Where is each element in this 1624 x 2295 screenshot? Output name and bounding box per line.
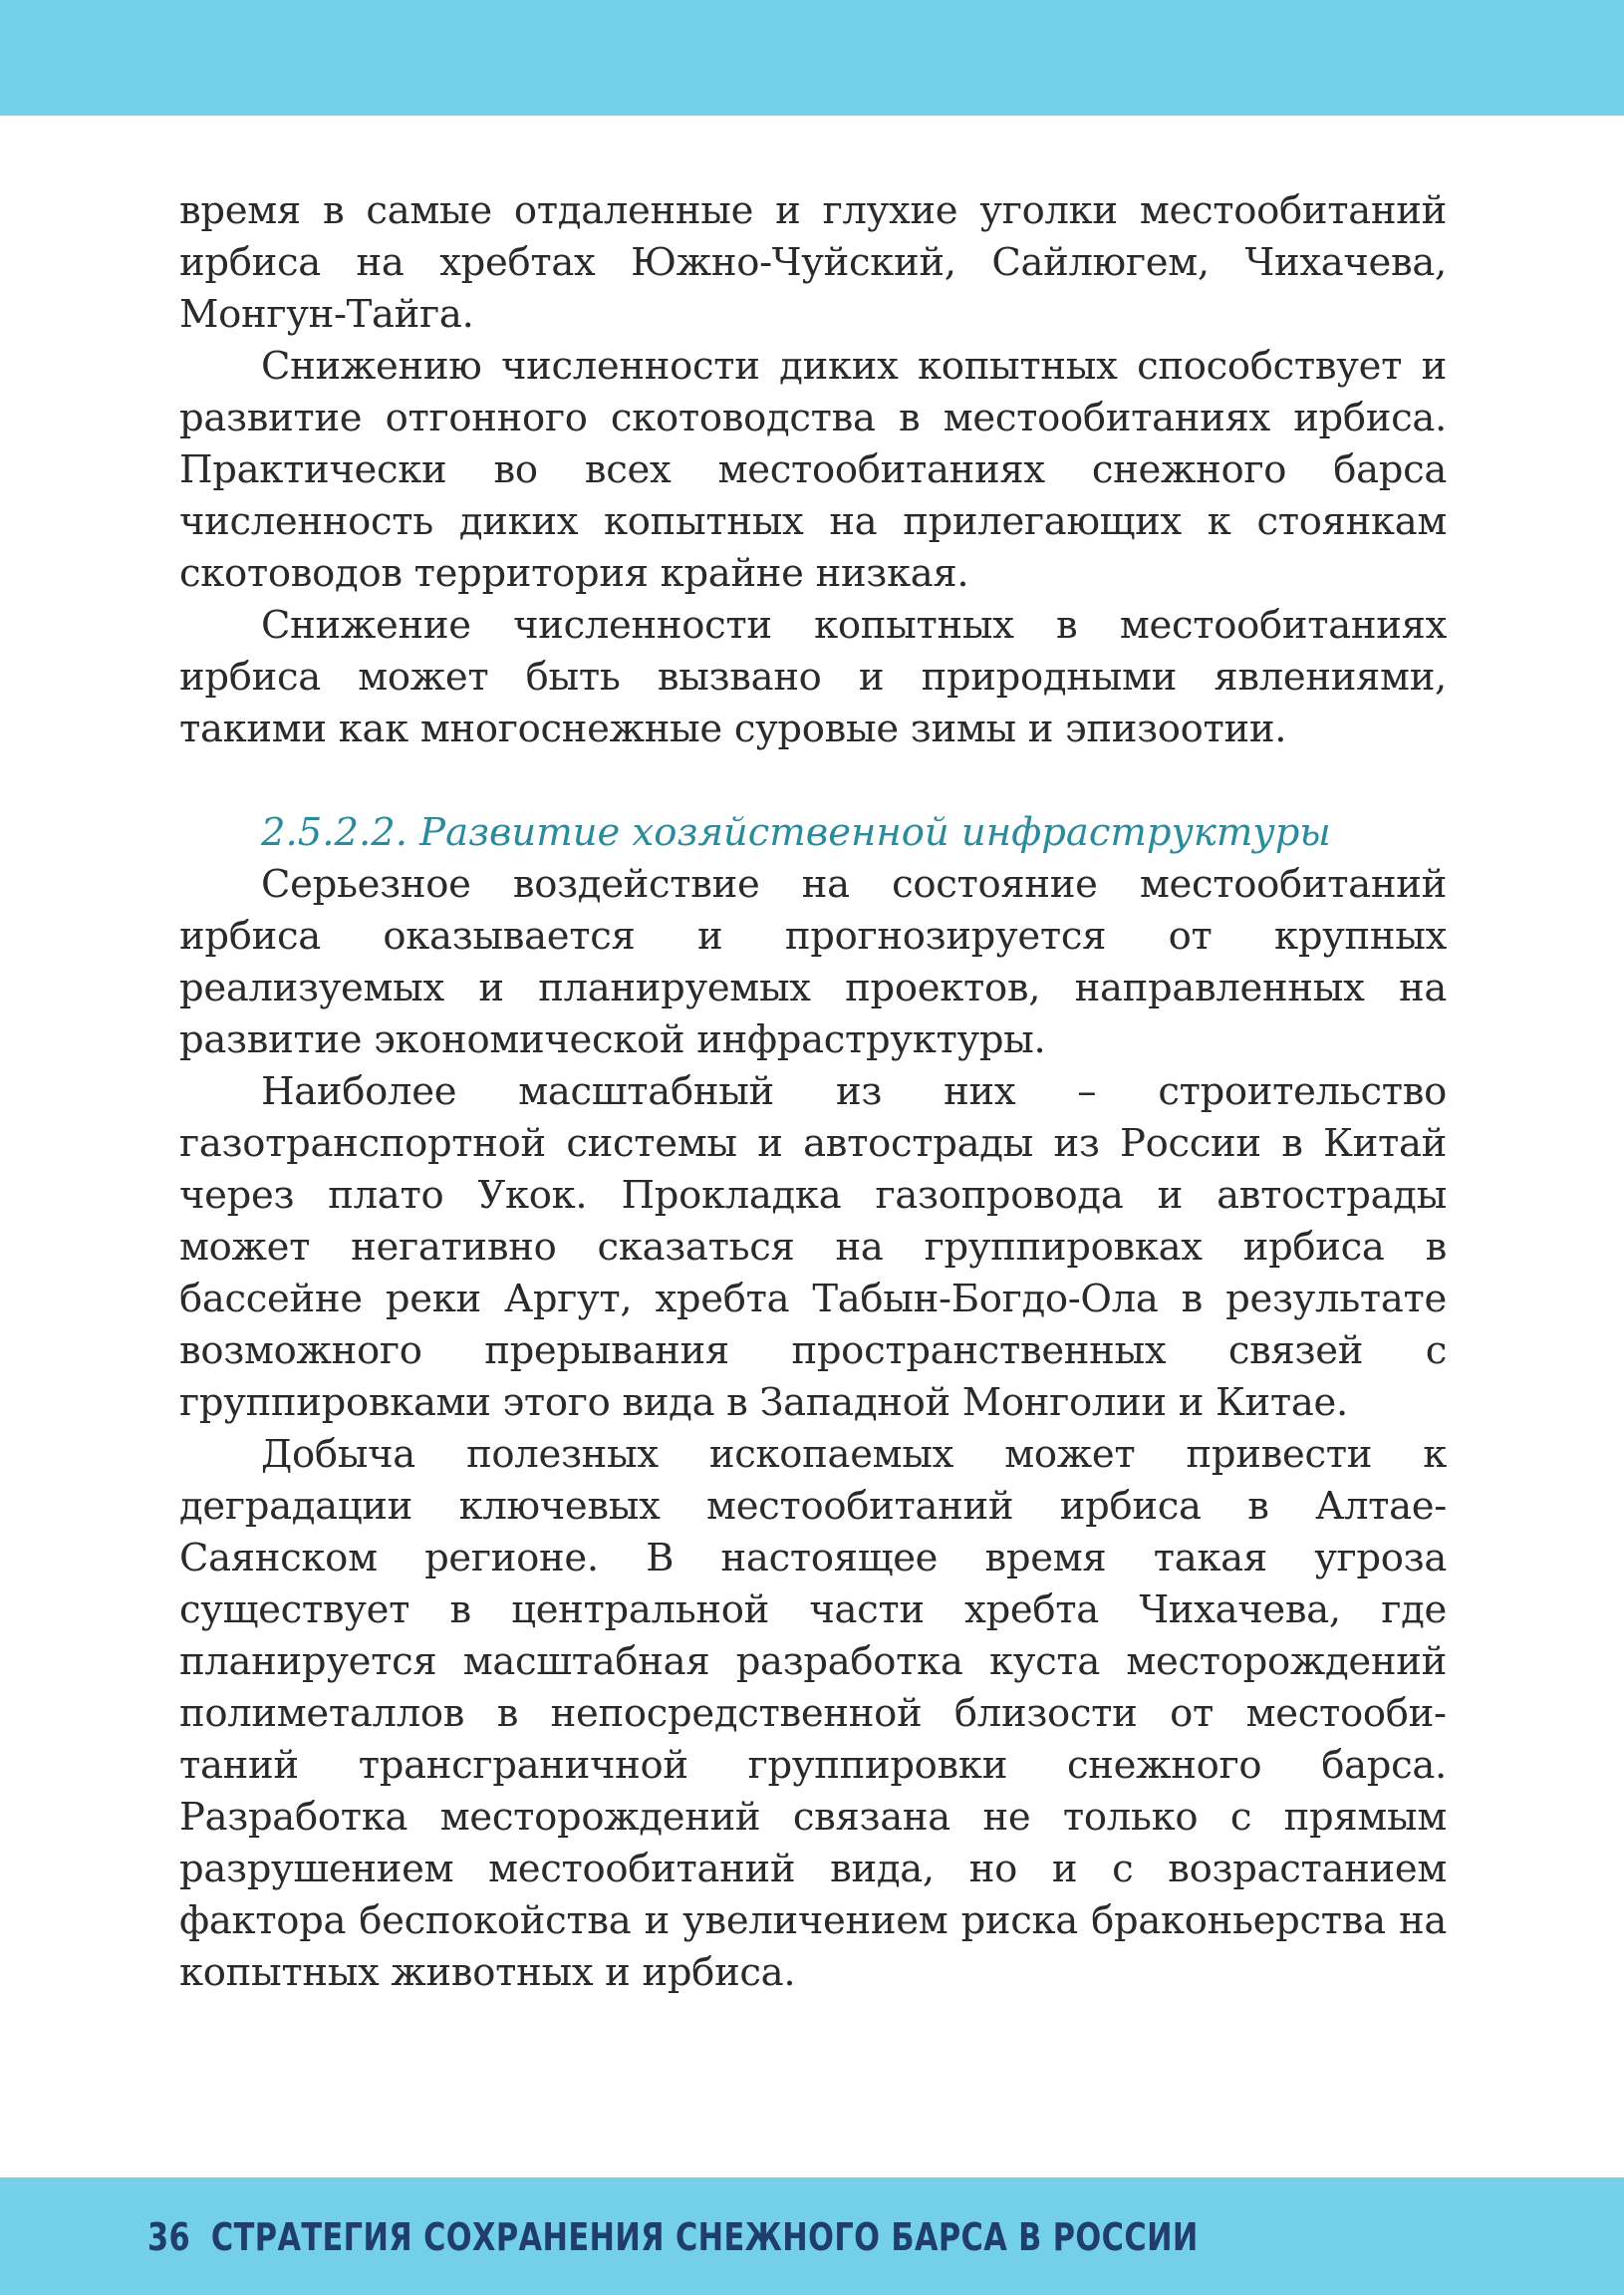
paragraph-gas-pipeline: Наиболее масштабный из них – строительство газотранспортной системы и автострады из России в Китай через плато Укок. Прокладка газопровода и автострады может негативно сказаться на группировках ирбиса в бассейне реки Аргут, хребта Табын-Богдо-Ола в результате возможного прерывания пространственных связей с группировками этого вида в Западной Монголии и Китае. bbox=[179, 1069, 1447, 1425]
paragraph-pastoralism: Снижению численности диких копытных способствует и развитие отгонного скотоводства в местообитаниях ирбиса. Практически во всех местообитаниях снежного барса численность диких копытных на прилегающих к стоянкам скотоводов территория крайне низкая. bbox=[179, 344, 1447, 596]
page-number: 36 bbox=[147, 2215, 191, 2259]
section-heading: 2.5.2.2. Развитие хозяйственной инфраструктуры bbox=[261, 810, 1331, 855]
paragraph-natural-factors: Снижение численности копытных в местообитаниях ирбиса может быть вызвано и природными явлениями, такими как многоснежные суровые зимы и эпизоотии. bbox=[179, 603, 1447, 751]
header-band bbox=[0, 0, 1624, 116]
page-footer bbox=[147, 2204, 1199, 2270]
paragraph-mining: Добыча полезных ископаемых может привести к деградации ключевых местообитаний ирбиса в Алтае-Саянском регионе. В настоящее время такая угроза существует в центральной части хребта Чихачева, где планируется масштабная разработка куста месторождений полиметаллов в непосредственной близости от местообитаний трансграничной группировки снежного барса. Разработка месторождений связана не только с прямым разрушением местообитаний вида, но и с возрастанием фактора беспокойства и увеличением риска браконьерства на копытных животных и ирбиса. bbox=[179, 1432, 1447, 1995]
paragraph-continuation: время в самые отдаленные и глухие уголки местообитаний ирбиса на хребтах Южно-Чуйский, Сайлюгем, Чихачева, Монгун-Тайга. bbox=[179, 188, 1447, 337]
page-body bbox=[179, 185, 1447, 1999]
book-title: СТРАТЕГИЯ СОХРАНЕНИЯ СНЕЖНОГО БАРСА В РОССИИ bbox=[210, 2215, 1199, 2259]
paragraph-infrastructure-impact: Серьезное воздействие на состояние местообитаний ирбиса оказывается и прогнозируется от крупных реализуемых и планируемых проектов, направленных на развитие экономической инфраструктуры. bbox=[179, 862, 1447, 1062]
